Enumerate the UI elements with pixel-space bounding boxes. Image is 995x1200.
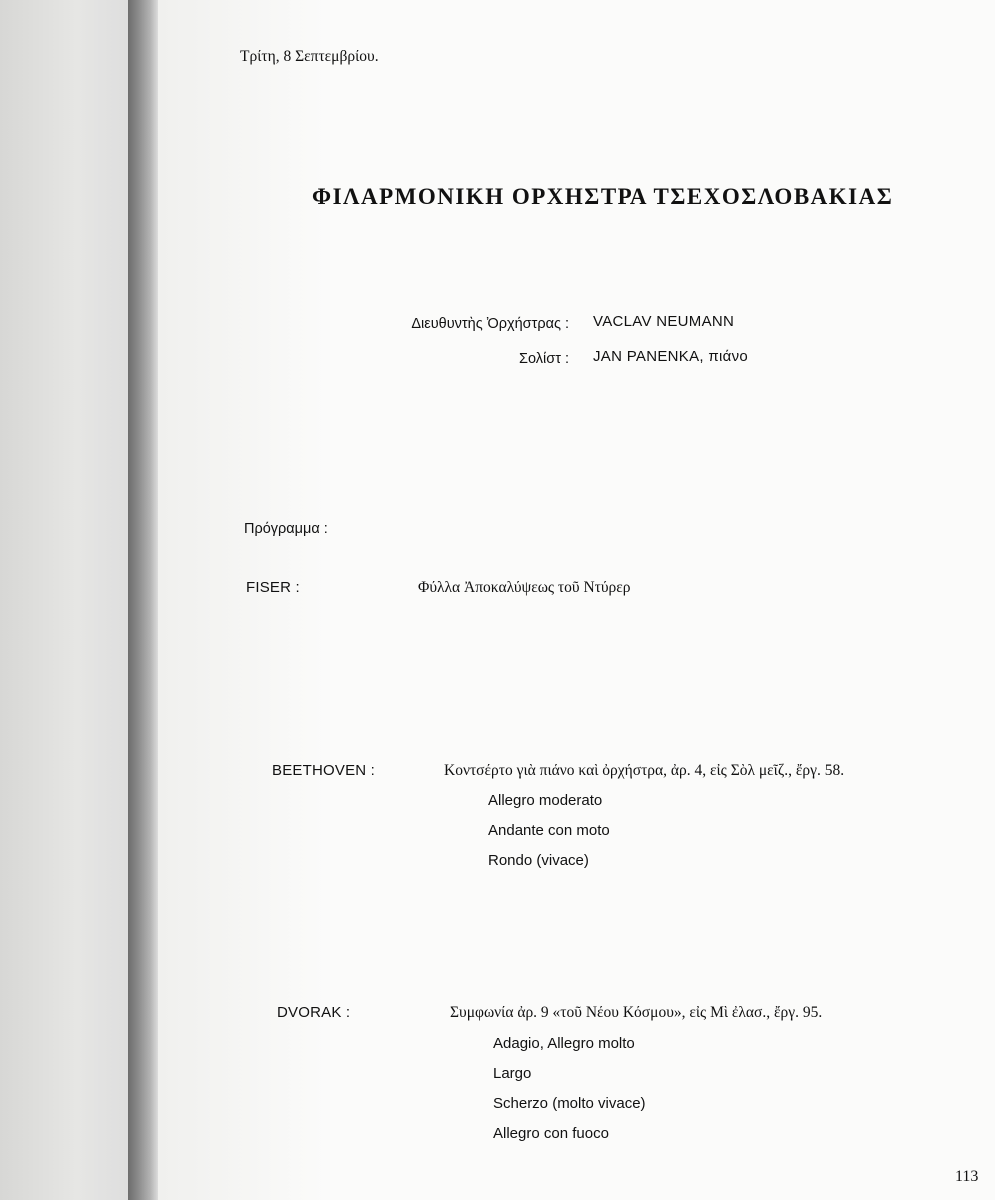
soloist-name: JAN PANENKA, πιάνο — [593, 348, 749, 365]
conductor-name: VACLAV NEUMANN — [593, 313, 735, 330]
soloist-label: Σολίστ : — [519, 351, 569, 367]
work-fiser: Φύλλα Ἀποκαλύψεως τοῦ Ντύρερ — [418, 579, 631, 596]
movement: Allegro con fuoco — [493, 1125, 609, 1142]
page-number: 113 — [955, 1168, 979, 1185]
concert-date: Τρίτη, 8 Σεπτεμβρίου. — [240, 48, 379, 65]
work-beethoven: Κοντσέρτο γιὰ πιάνο καὶ ὀρχήστρα, ἀρ. 4, εἰς Σὸλ μεῖζ., ἔργ. 58. — [444, 762, 845, 779]
movement: Adagio, Allegro molto — [493, 1035, 635, 1052]
page-title: ΦΙΛΑΡΜΟΝΙΚΗ ΟΡΧΗΣΤΡΑ ΤΣΕΧΟΣΛΟΒΑΚΙΑΣ — [312, 184, 894, 209]
movement: Allegro moderato — [488, 792, 603, 809]
movement: Largo — [493, 1065, 532, 1082]
program-heading: Πρόγραμμα : — [244, 521, 328, 537]
previous-page-edge — [0, 0, 128, 1200]
movement: Andante con moto — [488, 822, 610, 839]
composer-dvorak: DVORAK : — [277, 1004, 351, 1021]
composer-fiser: FISER : — [246, 579, 300, 596]
work-dvorak: Συμφωνία ἀρ. 9 «τοῦ Νέου Κόσμου», εἰς Μὶ ἐλασ., ἔργ. 95. — [450, 1004, 823, 1021]
program-page — [158, 0, 995, 1200]
movement: Scherzo (molto vivace) — [493, 1095, 646, 1112]
conductor-label: Διευθυντὴς Ὀρχήστρας : — [411, 316, 569, 332]
movement: Rondo (vivace) — [488, 852, 589, 869]
composer-beethoven: BEETHOVEN : — [272, 762, 376, 779]
book-gutter — [128, 0, 158, 1200]
